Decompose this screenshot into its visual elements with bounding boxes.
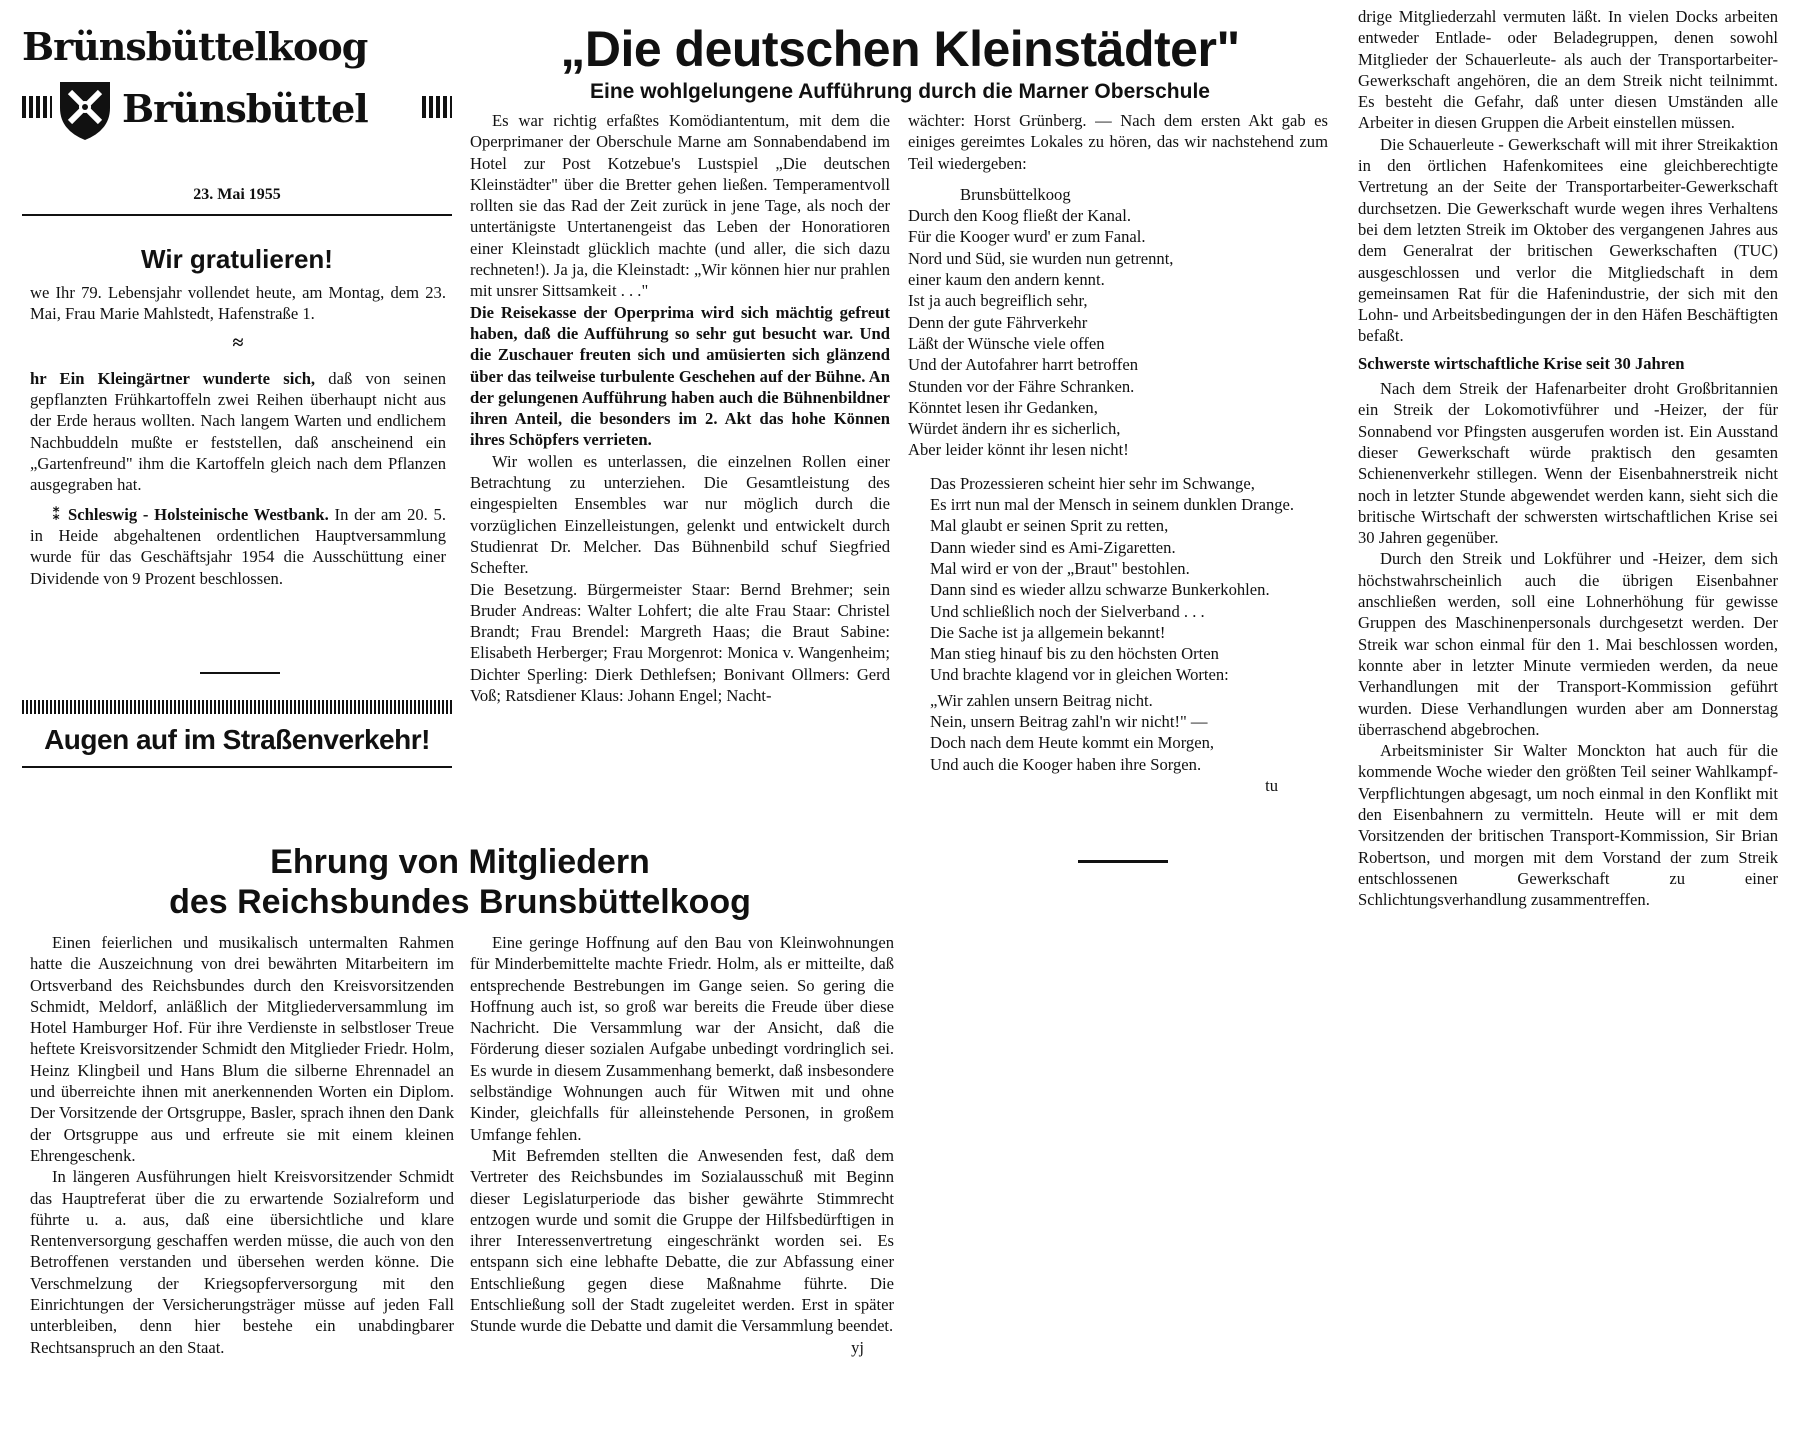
poem-line: Nord und Süd, sie wurden nun getrennt, — [908, 248, 1174, 268]
right-para2: Die Schauerleute - Gewerkschaft will mit ihrer Streikaktion in den örtlichen Hafenkomitees eine gleichberechtigte Vertretung an der Seite der Transportarbeiter-Gewerkschaft durchsetzen. Die Gewerkschaft wurde wegen ihres Verhaltens bei dem letzten Streik im Oktober des vergangenen Jahres aus dem Generalrat der britischen Gewerkschaften (TUC) ausgeschlossen und verlor die Mitgliedschaft in dem gemeinsamen Rat für die Hafenindustrie, der sich mit den Lohn- und Arbeitsbedingungen der in den Häfen Beschäftigten befaßt. — [1358, 134, 1778, 346]
left-divider: ≈ — [232, 331, 244, 354]
item1-lead: hr Ein Kleingärtner wunderte sich, — [30, 368, 316, 388]
poem-line: Läßt der Wünsche viele offen — [908, 333, 1105, 353]
congrats-heading: Wir gratulieren! — [141, 244, 333, 274]
poem-line: Könntet lesen ihr Gedanken, — [908, 397, 1098, 417]
article2-para4: Mit Befremden stellten die Anwesenden fest, daß dem Vertreter des Reichsbundes im Sozialausschuß mit Beginn dieser Legislaturperiode das bisher gewährte Stimmrecht entzogen wurde und somit die Gruppe der Hilfsbedürftigen in ihrer Interessenvertretung eingeschränkt worden sei. Es entspann sich eine lebhafte Debatte, die zur Abfassung einer Entschließung gegen diese Maßnahme führte. Die Entschließung soll der Stadt zugeleitet werden. Erst in später Stunde wurde die Debatte und damit die Versammlung beendet. — [470, 1145, 894, 1336]
article2-signature: yj — [851, 1337, 864, 1357]
item2-text: In der am 20. 5. in Heide abgehaltenen ordentlichen Hauptversammlung wurde für das Geschäftsjahr 1954 die Ausschüttung einer Dividende von 9 Prozent beschlossen. — [30, 504, 446, 588]
article2-column1 — [30, 932, 454, 1358]
right-para1: drige Mitgliederzahl vermuten läßt. In vielen Docks arbeiten entweder Entlade- oder Beladegruppen, denen sowohl Mitglieder der Schauerleute- als auch der Transportarbeiter-Gewerkschaft angehören, die an dem Streik nicht teilnimmt. Es besteht die Gefahr, daß unter diesen Umständen alle Arbeiter in diesen Gruppen die Arbeit einstellen müssen. — [1358, 7, 1778, 133]
article1-subtitle: Eine wohlgelungene Aufführung durch die Marner Oberschule — [590, 80, 1210, 103]
article2-title — [30, 842, 890, 922]
verse: Man stieg hinauf bis zu den höchsten Orten — [930, 644, 1219, 664]
poem-line: einer kaum den andern kennt. — [908, 270, 1105, 290]
article1-column2 — [908, 110, 1328, 796]
ribbon-left-icon — [22, 96, 52, 118]
masthead-crest-row — [22, 78, 452, 142]
article1-para1: Es war richtig erfaßtes Komödiantentum, mit dem die Operprimaner der Oberschule Marne am Sonnabendabend im Hotel zur Post Kotzebue's Lustspiel „Die deutschen Kleinstädter" über die Bretter gehen ließen. Temperamentvoll rollten sie das Rad der Zeit zurück in jene Tage, als noch der untertänigste Untertanengeist das Leben der Honoratioren einer Kleinstadt glücklich machte (und aller, die sich dazu rechneten!). Ja ja, die Kleinstadt: „Wir können hier nur prahlen mit unsrer Sittsamkeit . . ." — [470, 111, 890, 301]
traffic-slogan: Augen auf im Straßenverkehr! — [44, 724, 430, 755]
poem-line: Durch den Koog fließt der Kanal. — [908, 206, 1132, 226]
article1-para3: Wir wollen es unterlassen, die einzelnen Rollen einer Betrachtung zu unterziehen. Die Gesamtleistung des eingespielten Ensembles war nur möglich durch die vorzüglichen Einzelleistungen, gelenkt und entwickelt durch Studienrat Dr. Melcher. Das Bühnenbild schuf Siegfried Schefter. — [470, 451, 890, 578]
article1-column1 — [470, 110, 890, 706]
verse: Und schließlich noch der Sielverband . . . — [930, 601, 1205, 621]
masthead-line2: Brünsbüttel — [122, 86, 368, 131]
verse: Dann wieder sind es Ami-Zigaretten. — [930, 537, 1176, 557]
poem-line: „Wir zahlen unsern Beitrag nicht. — [930, 690, 1153, 710]
article1-para2: Die Reisekasse der Operprima wird sich mächtig gefreut haben, daß die Aufführung so sehr gut besucht war. Und die Zuschauer freuten sich und amüsierten sich glänzend über das teilweise turbulente Geschehen auf der Bühne. An der gelungenen Aufführung haben auch die Bühnenbildner ihren Anteil, die besonders im 2. Akt das hohe Können ihres Schöpfers verrieten. — [470, 302, 890, 450]
short-rule-left — [200, 672, 280, 674]
article1-c2-intro: wächter: Horst Grünberg. — Nach dem ersten Akt gab es einiges gereimtes Lokales zu hören, das wir nachstehend zum Teil wiedergeben: — [908, 111, 1328, 173]
poem-line: Ist ja auch begreiflich sehr, — [908, 291, 1088, 311]
article1-signature: tu — [1265, 775, 1278, 795]
poem-title: Brunsbüttelkoog — [960, 184, 1071, 204]
right-para3: Nach dem Streik der Hafenarbeiter droht Großbritannien ein Streik der Lokomotivführer und -Heizer, der für Sonnabend vor Pfingsten ausgerufen worden ist. Ein Ausstand dieser Gewerkschaft würde praktisch den gesamten Schienenverkehr stillegen. Wenn der Eisenbahnerstreik nicht noch in letzter Stunde abgewendet werden kann, sieht sich die britische Wirtschaft der schwersten wirtschaftlichen Krise sei 30 Jahren gegenüber. — [1358, 379, 1778, 548]
coat-of-arms-icon — [56, 78, 114, 142]
article2-title-line1: Ehrung von Mitgliedern — [270, 843, 650, 881]
verse: Es irrt nun mal der Mensch in seinem dunklen Drange. — [930, 495, 1295, 515]
article2-para3: Eine geringe Hoffnung auf den Bau von Kleinwohnungen für Minderbemittelte machte Friedr. Holm, als er mitteilte, daß entsprechende Bestrebungen im Gange seien. So gering die Hoffnung auch ist, so groß war bereits die Freude über diese Nachricht. Die Versammlung war der Ansicht, daß die Förderung dieser sozialen Aufgabe unbedingt vordringlich sei. Es wurde in diesem Zusammenhang bemerkt, daß insbesondere selbständige Wohnungen auch für Witwen mit und ohne Kinder, gleichfalls für alleinstehende Personen, in großem Umfange fehlen. — [470, 933, 894, 1144]
poem-line: Denn der gute Fährverkehr — [908, 312, 1088, 332]
right-para4: Durch den Streik und Lokführer und -Heizer, dem sich höchstwahrscheinlich auch die übrigen Eisenbahner anschließen werden, soll eine Lohnerhöhung für gewisse Gruppen des Maschinenpersonals durchgesetzt werden. Der Streik war schon einmal für den 1. Mai beschlossen worden, konnte aber in letzter Minute vermieden werden, da neue Verhandlungen mit der Transport-Kommission geführt wurden. Diese Verhandlungen wurden aber am Donnerstag überraschend abgebrochen. — [1358, 549, 1778, 739]
poem-line: Doch nach dem Heute kommt ein Morgen, — [930, 733, 1215, 753]
verse: Dann sind es wieder allzu schwarze Bunkerkohlen. — [930, 580, 1270, 600]
article1-title: „Die deutschen Kleinstädter" — [560, 21, 1240, 77]
poem-line: Für die Kooger wurd' er zum Fanal. — [908, 227, 1146, 247]
poem-line: Aber leider könnt ihr lesen nicht! — [908, 440, 1129, 460]
poem-line: Und auch die Kooger haben ihre Sorgen. — [930, 754, 1202, 774]
item1-text: daß von seinen gepflanzten Frühkartoffeln zwei Reihen überhaupt nicht aus der Erde heraus wollten. Nach langem Warten und endlichem Nachbuddeln mußte er feststellen, daß anscheinend ein „Gartenfreund" ihm die Kartoffeln gleich nach dem Pflanzen ausgegraben hat. — [30, 368, 446, 495]
poem-line: Würdet ändern ihr es sicherlich, — [908, 419, 1121, 439]
traffic-rule — [22, 766, 452, 768]
poem-line: Stunden vor der Fähre Schranken. — [908, 376, 1135, 396]
poem-line: Und der Autofahrer harrt betroffen — [908, 355, 1139, 375]
article2-para1: Einen feierlichen und musikalisch untermalten Rahmen hatte die Auszeichnung von drei bewährten Mitarbeitern im Ortsverband des Reichsbundes durch den Kreisvorsitzenden Schmidt, Meldorf, anläßlich der Mitgliederversammlung im Hotel Hamburger Hof. Für ihre Verdienste in selbstloser Treue heftete Kreisvorsitzender Schmidt den Mitglieder Friedr. Holm, Heinz Klingbeil und Hans Blum die silberne Ehrennadel an und überreichte ihnen mit anerkennenden Worten ein Diplom. Der Vorsitzende der Ortsgruppe, Basler, sprach ihnen den Dank der Ortsgruppe aus und erfreute sie mit einem kleinen Ehrengeschenk. — [30, 933, 454, 1165]
poem1 — [908, 184, 1328, 461]
right-para5: Arbeitsminister Sir Walter Monckton hat auch für die kommende Woche wieder den größten Teil seiner Wahlkampf-Verpflichtungen abgesagt, um noch einmal in den Konflikt mit den Eisenbahnern zu vermitteln. Heute will er mit dem Vorsitzenden der britischen Transport-Kommission, Sir Brian Robertson, und morgen mit dem Vorstand der zum Streik entschlossenen Gewerkschaft zu einer Schlichtungsverhandlung zusammentreffen. — [1358, 741, 1778, 910]
right-subhead: Schwerste wirtschaftliche Krise seit 30 Jahren — [1358, 353, 1685, 373]
date-rule — [22, 214, 452, 216]
poem2 — [908, 690, 1328, 775]
verse: Das Prozessieren scheint hier sehr im Schwange, — [930, 473, 1255, 493]
article2-title-line2: des Reichsbundes Brunsbüttelkoog — [169, 883, 751, 921]
verse: Und brachte klagend vor in gleichen Worten: — [930, 665, 1229, 685]
issue-date: 23. Mai 1955 — [193, 186, 281, 203]
traffic-band — [22, 700, 452, 714]
verse: Die Sache ist ja allgemein bekannt! — [930, 622, 1166, 642]
masthead-line1: Brünsbüttelkoog — [22, 24, 368, 69]
verse: Mal glaubt er seinen Sprit zu retten, — [930, 516, 1169, 536]
item2-lead: ⁑ Schleswig - Holsteinische Westbank. — [52, 504, 329, 524]
congrats-text: we Ihr 79. Lebensjahr vollendet heute, am Montag, dem 23. Mai, Frau Marie Mahlstedt, Hafenstraße 1. — [30, 283, 446, 324]
verse: Mal wird er von der „Braut" bestohlen. — [930, 558, 1190, 578]
ribbon-right-icon — [422, 96, 452, 118]
right-column — [1358, 6, 1778, 910]
short-rule-center — [1078, 860, 1168, 863]
article1-para4: Die Besetzung. Bürgermeister Staar: Bernd Brehmer; sein Bruder Andreas: Walter Lohfert; die alte Frau Staar: Christel Brandt; Frau Brendel: Margreth Haas; die Braut Sabine: Elisabeth Herberger; Frau Morgenrot: Monica v. Wangenheim; Dichter Sperling: Dierk Dethlefsen; Bonivant Ollmers: Gerd Voß; Ratsdiener Klaus: Johann Engel; Nacht- — [470, 579, 890, 706]
poem-line: Nein, unsern Beitrag zahl'n wir nicht!" — — [930, 712, 1208, 732]
left-column — [30, 282, 446, 589]
article2-column2 — [470, 932, 894, 1358]
article2-para2: In längeren Ausführungen hielt Kreisvorsitzender Schmidt das Hauptreferat über die zu erwartende Sozialreform und führte u. a. aus, daß eine übersichtliche und klare Rentenversorgung geschaffen werden müsse, die auch von den Betroffenen verstanden und übersehen werden könne. Die Verschmelzung der Kriegsopferversorgung mit den Einrichtungen der Versicherungsträger müsse auf jeden Fall unterbleiben, denn hier bestehe ein unabdingbarer Rechtsanspruch an den Staat. — [30, 1167, 454, 1357]
